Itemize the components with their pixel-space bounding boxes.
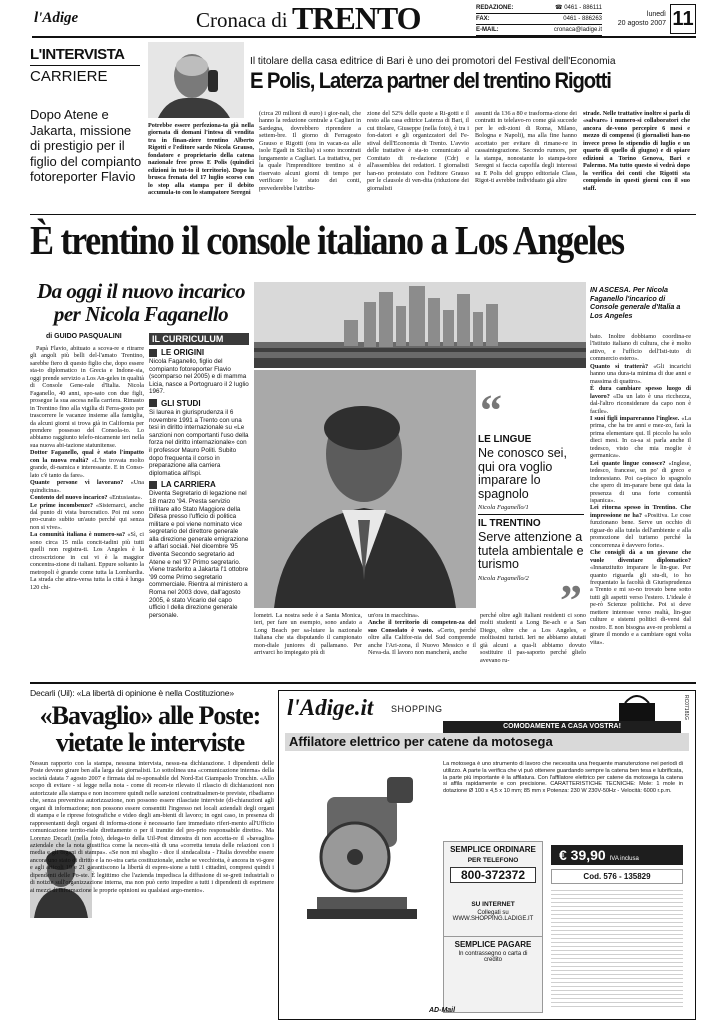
contact-row: FAX: 0461 - 886263 — [476, 14, 602, 25]
laterza-photo — [148, 42, 244, 118]
polis-title: E Polis, Laterza partner del trentino Rigotti — [250, 68, 611, 93]
main-col-1: Papà Flavio, abituato a scova-re e ritrarre gli angoli più belli del-l'amato Trentino, sarebbe fiero di questo figlio che, dopo essere sta-to diplomatico in Grecia e Indone-sia, oggi prende servizio a Los An-geles in qualità di Console Gene-rale d'Italia. Nicola Faganello, 40 anni, spo-sato con due figli, prosegue la sua ascesa nella carriera. Rimasto in Trentino fino alla vigilia di Ferra-gosto per trascorrere le vacanze insieme alla famiglia, da alcuni giorni si trova già in California per prendere possesso del Consola-to. Lo abbiamo raggiunto telefo-nicamente ieri nella sua nuova abi-tazione statunitense. Dottor Faganello, qual è stato l'impatto con la nuova realtà? «L'ho trovata molto grande, di-namica e interessante. E in Conso-lato c'è tanto da fare». Quante persone vi lavorano? «Una quindicina». Contento del nuovo incarico? «Entusiasta». Le prime incombenze? «Sistemarci, anche dal punto di vista burocratico. Poi mi sono pro-curato subito un'auto perché qui senza non si vive». La comunità italiana è numero-sa? «Sì, ci sono circa 15 mila concit-tadini più tutti quelli non registra-ti. Los Angeles è la circoscrizione in cui vi è la maggior concentra-zione di italiani. Eppure soltanto la metropoli è grande come tutta la Lombardia. La strada che attra-versa tutta la città è lunga 120 chi- — [30, 345, 144, 591]
interview-category: CARRIERE — [30, 68, 108, 85]
qa-item: Le prime incombenze? «Sistemarci, anche dal punto di vista burocratico. Poi mi sono pro-curato subito un'auto perché qui senza non si vive». — [30, 501, 144, 531]
quote-mark-close: ” — [560, 576, 582, 625]
polis-col-2: zione del 52% delle quote a Ri-gotti e il resto alla casa editrice Laterza di Bari, il cui titolare, Giuseppe (nella foto), è tra i fon-datori e gli organizzatori del Fe-stival dell'Economia di Trento. L'avvio delle trattative è sta-to comunicato al Comitato di re-dazione (Cdr) e all'assemblea dei redattori. I giornalisti han-no protestato con l'editore Grauso per le clausole di ven-dita (riduzione dei giornalisti — [367, 110, 469, 192]
bag-icon — [607, 693, 667, 721]
quote-mark: “ — [480, 386, 502, 435]
qa-item: Lei ritorna spesso in Trentino. Che impressione ne ha? «Positiva. Le cose funzionano bene. Serve un occhio di riguar-do alla tutela dell'ambiente e alla promozione del turismo perché la concorrenza è davvero forte». — [590, 504, 691, 549]
issue-date: lunedì 20 agosto 2007 — [617, 11, 666, 27]
quote-divider — [478, 514, 584, 515]
interview-teaser: Dopo Atene e Jakarta, missione di prestigio per il figlio del compianto fotoreporter Flavio — [30, 107, 142, 184]
qa-item: È dura cambiare spesso luogo di lavoro? «Da un lato è una ricchezza, dal-l'altro riconsiderare da capo non è facile». — [590, 385, 691, 415]
main-col-2: lometri. La nostra sede è a Santa Monica, ieri, per fare un esempio, sono andato a Long Beach per sa-lutare la nazionale italiana che sta disputando il campionato mon-diale juniores di pallamano. Per arrivarci ho impiegato più di — [254, 612, 362, 657]
logo: l'Adige — [34, 10, 79, 26]
polis-col-1: (circa 20 milioni di euro) i gior-nali, che hanno la redazione centrale a Cagliari in Sardegna, dovrebbero riprendere a settem-bre. Il giorno di Ferragosto Grauso e Rigotti (ora in vacan-za alle isole Egadi in Sicilia) si sono incontrati lungamente a Cagliari. La trattativa, per la quale l'imprenditore trentino si è riservato alcuni giorni di tempo per verificare lo stato dei conti, prevederebbe l'attribu- — [259, 110, 361, 192]
qa-item: I suoi figli impareranno l'inglese. «La prima, che ha tre anni e mez-zo, farà la prima elementare qui. Il piccolo ha solo dieci mesi. In ca-sa si parla anche il tedesco, visto che mia moglie è germanica». — [590, 414, 691, 460]
quote-source: Nicola Faganello/1 — [478, 504, 529, 511]
section-rule — [30, 682, 696, 684]
poste-headline: «Bavaglio» alle Poste: vietate le interviste — [39, 701, 261, 757]
qa-item: Anche il territorio di competen-za del suo Consolato è vasto. «Certo, perché oltre alla Califor-nia del Sud comprende anche l'Ari-zona, il Nuovo Messico e il Neva-da. Il lavoro non mancherà, anche — [368, 619, 476, 657]
qa-item: Contento del nuovo incarico? «Entusiasta». — [30, 494, 143, 502]
qa-item: La comunità italiana è numero-sa? «Sì, ci sono circa 15 mila concit-tadini più tutti quelli non registra-ti. Los Angeles è la circoscrizione in cui vi è la maggior concentra-zione di italiani. Eppure soltanto la metropoli è grande come tutta la Lombardia. La strada che attra-versa tutta la città è lunga 120 chi- — [30, 531, 144, 591]
polis-col-4: strade. Nelle trattative inoltre si parla di «salvare» i numero-si collaboratori che ancora de-vono percepire 6 mesi e mezzo di compensi (i giornalisti han-no invece preso lo stipendio di luglio e un quarto di quello di giugno) e di spiare edizioni a Torino Genova, Bari e Palermo. Ma tutto questo si vedrà dopo la verifica dei conti che Rigotti sta compiendo in questi giorni con il suo staff. — [583, 110, 690, 192]
internet-link[interactable]: Collegati su WWW.SHOPPING.LADIGE.IT — [452, 910, 534, 922]
contacts-box — [476, 3, 602, 36]
ad-banner: COMODAMENTE A CASA VOSTRA! — [443, 721, 681, 733]
qa-item: Quanto si tratterà? «Gli incarichi hanno una dura-ta minima di due anni e massima di quattro». — [590, 362, 691, 385]
polis-subtitle: Il titolare della casa editrice di Bari è uno dei promotori del Festival dell'Economia — [250, 56, 616, 67]
section-city: TRENTO — [292, 0, 421, 36]
masthead — [0, 0, 719, 40]
poste-kicker: Decarli (Uil): «La libertà di opinione è nella Costituzione» — [30, 688, 234, 698]
quote-text: Serve attenzione a tutela ambientale e turismo — [478, 530, 584, 571]
price-box: € 39,90 IVA inclusa — [551, 845, 683, 865]
pay-text: In contrassegno o carta di credito — [458, 951, 528, 963]
curriculum-text: Si laurea in giurisprudenza il 6 novembre 1991 a Trento con una tesi in diritto internazionale su «Le sanzioni non comportanti l'uso della forza nel diritto internazionale» con il professor Mauro Politi. Subito dopo frequenta il corso in preparazione alla carriera diplomatica all'Ispi. — [149, 408, 249, 477]
product-code: Cod. 576 - 135829 — [551, 869, 683, 884]
curriculum-heading: GLI STUDI — [149, 399, 249, 408]
ad-footer: AD-Mail — [429, 1007, 456, 1014]
contact-row[interactable]: E-MAIL: cronaca@ladige.it — [476, 25, 602, 36]
section-prefix: Cronaca di — [196, 8, 288, 32]
poste-body: Nessun rapporto con la stampa, nessuna intervista, nessu-na dichiarazione. I dipendenti delle Poste devono girare ben alla larga dai giornalisti. Lo sottolinea una «comunicazione interna» della società datata 7 agosto 2007 e firmata dal re-sponsabile del Nord-Est Giampaolo Tronchin. «Allo scopo di evitare - si legge nella nota - come di recen-te rilevato il rilascio di dichiarazioni non autorizzate alla stampa e non incorrere quindi nelle sanzioni contrattualmen-te previste, ribadiamo che, senza preventiva autorizzazione, non possono essere rilasciate interviste (di-chiarazioni agli organi di informazione; non possono essere consentiti l'ingresso nei locali aziendali degli organi di stampa e le riprese fotografiche e video degli am-bienti di lavoro; in ogni caso, in presenza di rappresentanti degli organi di informa-zione è necessario fare immediato riferi-mento all'Ufficio comunicazione territo-riale direttamente o per il tramite del pro-prio responsabile diretto». Ma Lorenzo Decarli (nella foto), delega-to della Uil-Post dimostra di non accetta-re il «bavaglio» aziendale che la nota giustifica come la neces-sità di una «corretta tenuta delle relazioni con i media e gli organi di stampa». «Se non mi sbaglio - dice il sindacalista - l'Italia dovrebbe essere ancora uno stato di diritto e la no-stra carta costituzionale, anche se vecchiotta, è ancora in vi-gore e agli articoli 19 e 21 garantiscono la libertà di espres-sione a tutti i cittadini, compresi quindi i dipendenti delle Po-ste. È legittimo che l'azienda impedisca la diffusione di se-greti industriali o di notizie sull'organizzazione interna, ma non può certo impedire a tutti i dipendenti di esprimere ai mezzi di informazione le proprie opinioni su qualsiasi argo-mento». — [30, 760, 274, 894]
phone-number[interactable]: 800-372372 — [450, 867, 536, 883]
quote-kicker: LE LINGUE — [478, 434, 532, 445]
qa-item: Lei quante lingue conosce? «Inglese, tedesco, francese, un po' di greco e indonesiano. Poi ca-pisco lo spagnolo che spero di im-parare bene qui data la presenza di una forte comunità ispanica». — [590, 459, 691, 504]
ad-side-code: RC07181G — [683, 695, 689, 721]
ad-logo: l'Adige.it — [287, 695, 374, 720]
los-angeles-photo — [254, 282, 586, 368]
product-image — [287, 757, 437, 973]
ad-description: La motosega è uno strumento di lavoro che necessita una frequente manutenzione nei periodi di utilizzo. A parte la verifica che vi può ottenere guardando sempre la catena ben tesa e lubrificata, la parte più importante è la affilatura. Con l'affilatore elettrico per catene da motosega la catena si affila rapidamente e con precisione. CARATTERISTICHE TECNICHE: Mole: 1 mole in dotazione Ø 100 x 4,5 x 10 mm; 85 mm x Potenza: 230 W 230V-50Hz - Velocità: 6000 r.p.m. — [443, 761, 683, 795]
pull-quote — [478, 518, 584, 582]
phone-label: PER TELEFONO — [467, 857, 519, 864]
polis-col-3: assunti da 136 a 80 e trasforma-zione dei contratti in telelavo-ro come già succede per le edi-zioni di Roma, Milano, Bologna e Napoli), ma alla fine hanno accettato per evitare di rimane-re in cassaintegrazione. Secondo rumors, per la stampa, nonostante lo stampa-tore Seregni si faccia capofila degli interessi su E Polis del gruppo editoriale Class, Rigot-ti avrebbe individuato già altre — [475, 110, 577, 185]
order-title: SEMPLICE ORDINARE — [450, 845, 536, 854]
qa-item: Dottor Faganello, qual è stato l'impatto con la nuova realtà? «L'ho trovata molto grande, di-namica e interessante. E in Conso-lato c'è tanto da fare». — [30, 449, 144, 479]
faganello-photo — [254, 370, 476, 608]
ad-title: Affilatore elettrico per catene da motosega — [285, 733, 689, 751]
kicker-rule — [30, 65, 140, 66]
internet-label: SU INTERNET — [471, 901, 515, 908]
qa-item: Che consigli dà a un giovane che vuole diventare diplomatico? «Innanzitutto imparare le lin-gue. Per quanto riguarda gli stu-di, io ho frequentato la facoltà di Giurisprudenza a Trento e mi so-no trovato bene sotto tutti gli aspetti verso l'estero. L'ideale è pe-rò Scienze politiche. Poi si deve mettere interesse verso realtà, lin-gue culture e sistemi politici di-versi dal nostro. E non bisogna ave-re problemi a girare il mondo e a cambiare ogni volta vita». — [590, 549, 691, 646]
order-panel — [443, 841, 543, 1013]
curriculum-heading: LA CARRIERA — [149, 480, 249, 489]
header-rule — [32, 36, 696, 38]
photo-caption: IN ASCESA. Per Nicola Faganello l'incarico di Console generale d'Italia a Los Angeles — [590, 285, 681, 320]
interview-kicker: L'INTERVISTA — [30, 46, 125, 63]
section-rule — [30, 214, 696, 215]
main-col-3: un'ora in macchina». Anche il territorio di competen-za del suo Consolato è vasto. «Certo, perché oltre alla Califor-nia del Sud comprende anche l'Ari-zona, il Nuovo Messico e il Neva-da. Il lavoro non mancherà, anche — [368, 612, 476, 657]
main-col-4: perché oltre agli italiani residenti ci sono molti studenti a Long Be-ach e a San Diego, oltre che a Los Angeles, e moltissimi turisti. Ieri ne abbiamo aiutati già alcuni a qua-li abbiamo dovuto sostituire il pas-saporto perché glielo avevano ru- — [480, 612, 586, 664]
curriculum-title: IL CURRICULUM — [149, 333, 249, 345]
main-headline: È trentino il console italiano a Los Angeles — [30, 217, 624, 263]
polis-caption: Potrebbe essere perfeziona-ta già nella giornata di domani l'intesa di vendita tra in finan-ziere trentino Alberto Rigotti e l'editore sardo Nicola Grauso, fondatore e proprietario della catena nazionale free press E Polis (quindici edizioni in tut-to il territorio). Dopo la brusca frenata del 17 luglio scorso con lo stop alla stampa per il debito accumula-to con lo stampatore Seregni — [148, 122, 254, 197]
pull-quote — [478, 434, 584, 511]
fine-print — [551, 887, 683, 1007]
curriculum-heading: LE ORIGINI — [149, 348, 249, 357]
ad-shop-label: SHOPPING — [391, 704, 443, 714]
curriculum-text: Diventa Segretario di legazione nel 18 marzo '94. Presta servizio militare allo Stato Maggiore della Difesa presso l'ufficio di politica militare e poi viene nominato vice segretario del direttore generale alla direzione generale emigrazione e affari sociali. Nel dicembre '95 diventa Secondo segretario ad Atene e nel '97 Primo segretario. Viene trasferito a Jakarta l'1 ottobre '99 come Primo segretario commerciale. Rientra al ministero a Roma nel 2003 dove, dall'agosto 2005, è stato Vicario del capo ufficio I della direzione generale personale. — [149, 490, 249, 619]
curriculum-text: Nicola Faganello, figlio del compianto fotoreporter Flavio (scomparso nel 2005) e di mamma Licia, nasce a Portogruaro il 2 luglio 1967. — [149, 358, 249, 396]
main-deck: Da oggi il nuovo incarico per Nicola Faganello — [36, 279, 245, 326]
page-number: 11 — [670, 4, 696, 34]
ad-box[interactable] — [278, 690, 696, 1020]
contact-row: REDAZIONE: ☎ 0461 - 886111 — [476, 3, 602, 14]
main-col-5: bato. Inoltre dobbiamo coordina-re l'Istituto italiano di cultura, che è molto attivo, e l'ufficio dell'Isti-tuto di commercio estero». Quanto si tratterà? «Gli incarichi hanno una dura-ta minima di due anni e massima di quattro». È dura cambiare spesso luogo di lavoro? «Da un lato è una ricchezza, dal-l'altro riconsiderare da capo non è facile». I suoi figli impareranno l'inglese. «La prima, che ha tre anni e mez-zo, farà la prima elementare qui. Il piccolo ha solo dieci mesi. In ca-sa si parla anche il tedesco, visto che mia moglie è germanica». Lei quante lingue conosce? «Inglese, tedesco, francese, un po' di greco e indonesiano. Poi ca-pisco lo spagnolo che spero di im-parare bene qui data la presenza di una forte comunità ispanica». Lei ritorna spesso in Trentino. Che impressione ne ha? «Positiva. Le cose funzionano bene. Serve un occhio di riguar-do alla tutela dell'ambiente e alla promozione del turismo perché la concorrenza è davvero forte». Che consigli dà a un giovane che vuole diventare diplomatico? «Innanzitutto imparare le lin-gue. Per quanto riguarda gli stu-di, io ho frequentato la facoltà di Giurisprudenza a Trento e mi so-no trovato bene sotto tutti gli aspetti verso l'estero. L'ideale è pe-rò Scienze politiche. Poi si deve mettere interesse verso realtà, lin-gue culture e sistemi politici di-versi dal nostro. E non bisogna ave-re problemi a girare il mondo e a cambiare ogni volta vita». — [590, 333, 691, 646]
quote-kicker: IL TRENTINO — [478, 518, 541, 529]
curriculum-box — [149, 333, 249, 678]
quote-text: Ne conosco sei, qui ora voglio imparare lo spagnolo — [478, 446, 567, 501]
qa-item: Quante persone vi lavorano? «Una quindicina». — [30, 479, 144, 494]
quote-source: Nicola Faganello/2 — [478, 574, 529, 582]
byline: di GUIDO PASQUALINI — [46, 333, 122, 340]
pay-title: SEMPLICE PAGARE — [444, 936, 542, 949]
